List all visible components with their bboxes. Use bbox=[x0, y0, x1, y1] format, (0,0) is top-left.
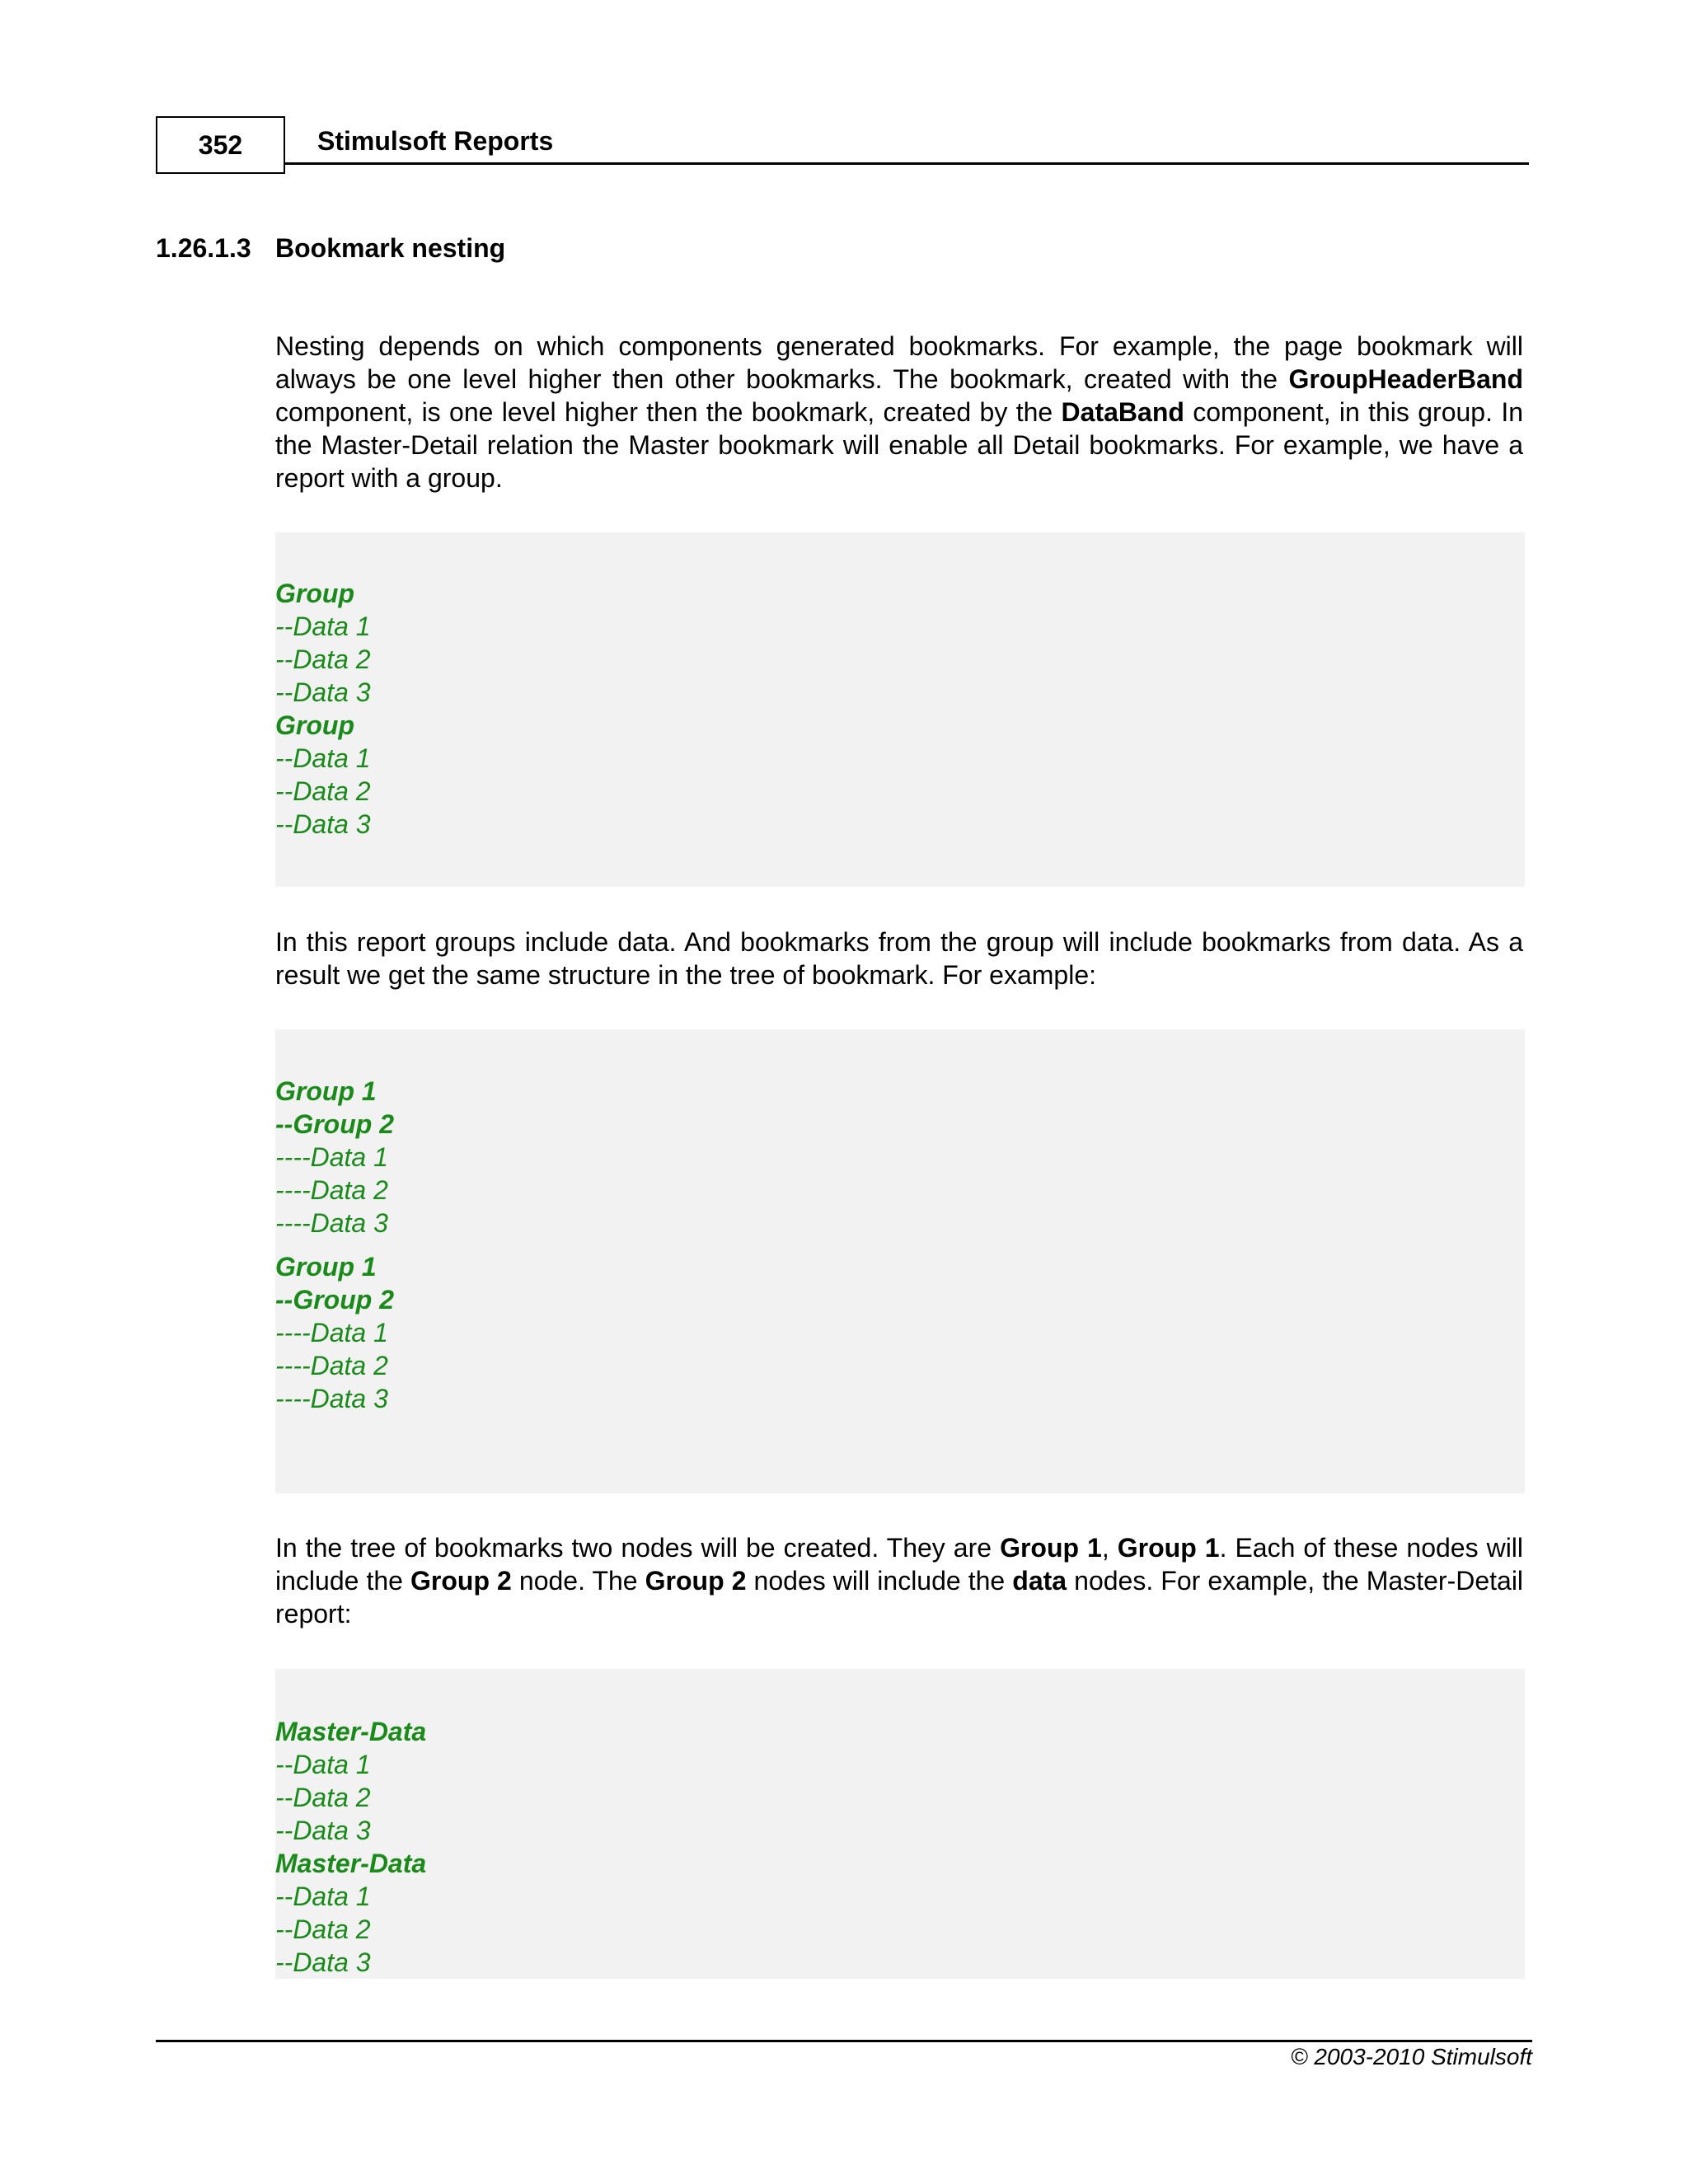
code-line: --Data 1 bbox=[275, 1882, 371, 1911]
code-line: --Data 2 bbox=[275, 1915, 371, 1944]
code-block-2 bbox=[275, 1029, 1525, 1493]
bold-term: DataBand bbox=[1061, 397, 1184, 427]
code-line: ----Data 3 bbox=[275, 1384, 388, 1413]
footer-rule bbox=[156, 2040, 1532, 2042]
code-line: --Data 1 bbox=[275, 743, 371, 773]
code-line: ----Data 1 bbox=[275, 1142, 388, 1172]
code-line: ----Data 2 bbox=[275, 1175, 388, 1205]
bold-term: data bbox=[1012, 1566, 1067, 1596]
bold-term: Group 2 bbox=[410, 1566, 512, 1596]
paragraph-text: component, is one level higher then the bookmark, created by the bbox=[275, 397, 1062, 427]
code-line: Group bbox=[275, 710, 354, 740]
paragraph-2: In this report groups include data. And bookmarks from the group will include bookmarks from data. As a result we get the same structure in the tree of bookmark. For example: bbox=[275, 927, 1523, 990]
code-line: --Data 2 bbox=[275, 644, 371, 674]
paragraph-text: In the tree of bookmarks two nodes will be created. They are bbox=[275, 1533, 1001, 1563]
code-line: --Data 2 bbox=[275, 1783, 371, 1812]
code-line: --Data 1 bbox=[275, 1750, 371, 1779]
code-line: ----Data 3 bbox=[275, 1208, 388, 1238]
code-line: --Data 3 bbox=[275, 809, 371, 839]
code-line: Group 1 bbox=[275, 1252, 377, 1282]
code-line: --Data 1 bbox=[275, 612, 371, 641]
code-line: --Data 3 bbox=[275, 1816, 371, 1845]
code-block-3 bbox=[275, 1669, 1525, 1979]
paragraph-text: node. The bbox=[511, 1566, 645, 1596]
code-line: --Data 2 bbox=[275, 776, 371, 806]
code-gap bbox=[275, 1240, 1525, 1250]
paragraph-text: . Each of these nodes will include the bbox=[275, 1533, 1524, 1596]
section-title: Bookmark nesting bbox=[275, 233, 506, 263]
paragraph-text: Nesting depends on which components generated bookmarks. For example, the page bookmark will always be one level higher then other bookmarks. The bookmark, created with the bbox=[275, 331, 1523, 394]
paragraph-3 bbox=[275, 1531, 1523, 1630]
paragraph-1 bbox=[275, 330, 1523, 494]
paragraph-text: , bbox=[1101, 1533, 1118, 1563]
bold-term: Group 1 bbox=[1000, 1533, 1102, 1563]
header-rule bbox=[285, 162, 1529, 165]
header-title: Stimulsoft Reports bbox=[317, 126, 554, 156]
code-line: --Data 3 bbox=[275, 1947, 371, 1977]
paragraph-text: nodes will include the bbox=[746, 1566, 1013, 1596]
code-line: Master-Data bbox=[275, 1717, 427, 1746]
code-line: --Data 3 bbox=[275, 677, 371, 707]
page-number: 352 bbox=[156, 116, 285, 174]
paragraph-text: nodes. For example, the Master-Detail report: bbox=[275, 1566, 1524, 1629]
code-line: --Group 2 bbox=[275, 1285, 394, 1315]
code-line: Group bbox=[275, 579, 354, 608]
bold-term: GroupHeaderBand bbox=[1288, 364, 1523, 394]
bold-term: Group 2 bbox=[645, 1566, 747, 1596]
footer-copyright: © 2003-2010 Stimulsoft bbox=[1290, 2044, 1532, 2069]
code-block-1 bbox=[275, 532, 1525, 887]
code-line: Master-Data bbox=[275, 1849, 427, 1878]
bold-term: Group 1 bbox=[1117, 1533, 1220, 1563]
code-line: ----Data 1 bbox=[275, 1318, 388, 1347]
section-number: 1.26.1.3 bbox=[156, 233, 251, 263]
page-header bbox=[156, 116, 1529, 177]
paragraph-text: component, in this group. In the Master-Detail relation the Master bookmark will enable all Detail bookmarks. For example, we have a report with a group. bbox=[275, 397, 1524, 493]
code-line: ----Data 2 bbox=[275, 1351, 388, 1380]
code-line: --Group 2 bbox=[275, 1109, 394, 1139]
code-line: Group 1 bbox=[275, 1076, 377, 1106]
